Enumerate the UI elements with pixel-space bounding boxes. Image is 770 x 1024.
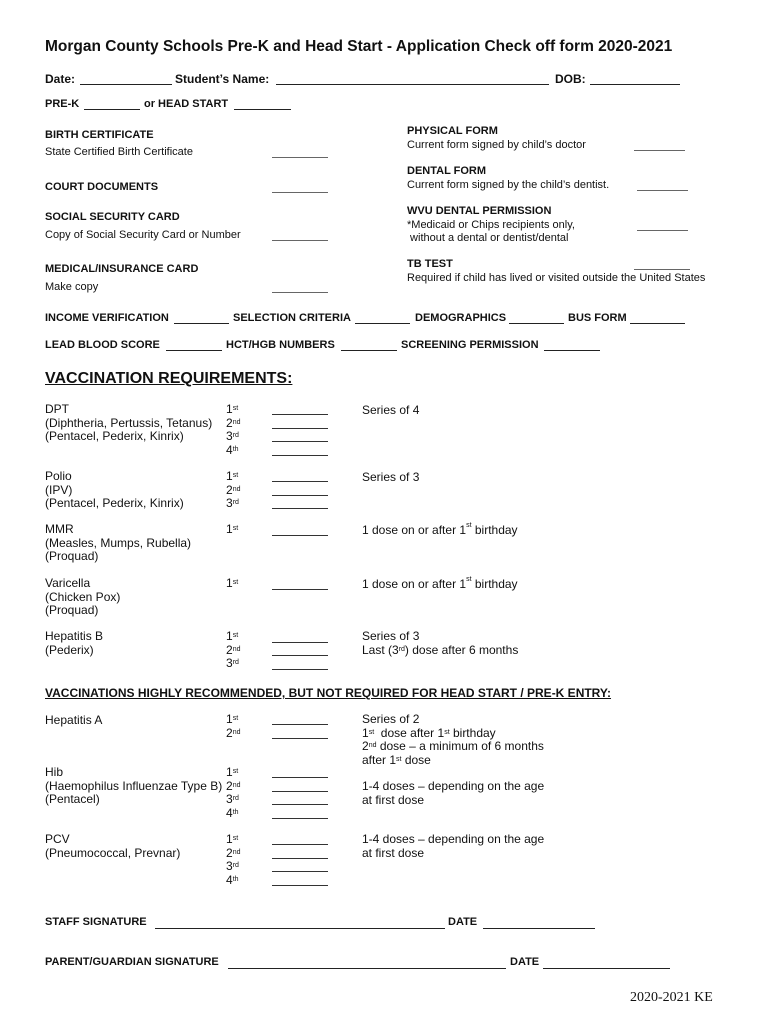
hepb-dose-1-field[interactable] [272, 642, 328, 643]
mmr-dose-1-field[interactable] [272, 535, 328, 536]
screening-permission-label: SCREENING PERMISSION [401, 339, 539, 351]
dpt-dose-3-field[interactable] [272, 441, 328, 442]
polio-dose-labels: 1st 2nd 3rd [226, 469, 241, 510]
hepa-note-1: Series of 2 [362, 712, 420, 726]
hct-hgb-field[interactable] [341, 350, 397, 351]
demographics-field[interactable] [509, 323, 564, 324]
prek-field[interactable] [84, 109, 140, 110]
hepa-name: Hepatitis A [45, 713, 103, 727]
birth-certificate-desc: State Certified Birth Certificate [45, 146, 193, 158]
polio-dose-1-field[interactable] [272, 481, 328, 482]
vaccination-requirements-heading: VACCINATION REQUIREMENTS: [45, 370, 293, 387]
dpt-dose-labels: 1st 2nd 3rd 4th [226, 402, 241, 457]
tb-test-desc: Required if child has lived or visited outside the United States [407, 272, 706, 284]
staff-signature-field[interactable] [155, 928, 445, 929]
pcv-dose-labels: 1st 2nd 3rd 4th [226, 832, 241, 887]
dental-form-desc: Current form signed by the child’s dentist. [407, 179, 610, 191]
hib-note-2: at first dose [362, 792, 425, 807]
hepb-dose-3-field[interactable] [272, 669, 328, 670]
pcv-note-2: at first dose [362, 845, 425, 860]
varicella-dose-labels: 1st [226, 576, 239, 590]
date-field[interactable] [80, 84, 172, 85]
dob-field[interactable] [590, 84, 680, 85]
varicella-dose-1-field[interactable] [272, 589, 328, 590]
income-verification-field[interactable] [174, 323, 229, 324]
staff-signature-label: STAFF SIGNATURE [45, 916, 147, 928]
wvu-dental-title: WVU DENTAL PERMISSION [407, 205, 552, 217]
screening-permission-field[interactable] [544, 350, 600, 351]
hepb-dose-labels: 1st 2nd 3rd [226, 629, 241, 670]
pcv-name: PCV [45, 832, 70, 846]
polio-dose-3-field[interactable] [272, 508, 328, 509]
medical-insurance-desc: Make copy [45, 281, 99, 293]
varicella-name: Varicella [45, 576, 91, 590]
hepb-note-2: Last (3rd) dose after 6 months [362, 642, 519, 657]
wvu-dental-desc-1: *Medicaid or Chips recipients only, [407, 219, 575, 231]
pcv-names [45, 833, 180, 860]
polio-name: Polio [45, 469, 72, 483]
hib-dose-2-field[interactable] [272, 791, 328, 792]
head-start-label: or HEAD START [144, 98, 229, 110]
dpt-dose-1-field[interactable] [272, 414, 328, 415]
physical-form-title: PHYSICAL FORM [407, 125, 498, 137]
demographics-label: DEMOGRAPHICS [415, 312, 507, 324]
hepb-name: Hepatitis B [45, 629, 104, 643]
prek-label: PRE-K [45, 98, 80, 110]
tb-test-title: TB TEST [407, 258, 453, 270]
hepa-dose-2-field[interactable] [272, 738, 328, 739]
lead-blood-score-label: LEAD BLOOD SCORE [45, 339, 160, 351]
hepb-dose-2-field[interactable] [272, 655, 328, 656]
income-verification-label: INCOME VERIFICATION [45, 312, 169, 324]
varicella-note: 1 dose on or after 1st birthday [362, 576, 518, 591]
varicella-full-name: (Chicken Pox) [45, 589, 121, 604]
pcv-full-name: (Pneumococcal, Prevnar) [45, 845, 181, 860]
polio-names [45, 470, 184, 511]
hib-notes [362, 780, 544, 807]
form-title: Morgan County Schools Pre-K and Head Start - Application Check off form 2020-2021 [45, 38, 673, 55]
dental-form-check[interactable] [637, 190, 688, 191]
date-label: Date: [45, 72, 76, 86]
dpt-full-name: (Diphtheria, Pertussis, Tetanus) [45, 415, 213, 430]
mmr-dose-labels: 1st [226, 522, 239, 536]
recommended-vaccinations-heading: VACCINATIONS HIGHLY RECOMMENDED, BUT NOT REQUIRED FOR HEAD START / PRE-K ENTRY: [45, 686, 612, 700]
court-documents-check[interactable] [272, 192, 328, 193]
dpt-names [45, 403, 212, 444]
hepa-note-2: 1st dose after 1st birthday [362, 725, 496, 740]
dpt-dose-2-field[interactable] [272, 428, 328, 429]
tb-test-check[interactable] [634, 269, 690, 270]
hepa-note-4: after 1st dose [362, 752, 431, 767]
wvu-dental-check[interactable] [637, 230, 688, 231]
medical-insurance-title: MEDICAL/INSURANCE CARD [45, 263, 199, 275]
lead-blood-score-field[interactable] [166, 350, 222, 351]
hepb-names [45, 630, 103, 657]
hib-note-1: 1-4 doses – depending on the age [362, 779, 545, 793]
footer-version: 2020-2021 KE [630, 990, 713, 1005]
hib-full-name: (Haemophilus Influenzae Type B) [45, 778, 223, 793]
mmr-full-name: (Measles, Mumps, Rubella) [45, 535, 192, 550]
hib-names [45, 766, 222, 807]
hepa-notes [362, 713, 544, 767]
varicella-brands: (Proquad) [45, 603, 99, 617]
medical-insurance-check[interactable] [272, 292, 328, 293]
pcv-notes [362, 833, 544, 860]
polio-note: Series of 3 [362, 470, 420, 484]
staff-date-label: DATE [448, 916, 478, 928]
mmr-names [45, 523, 191, 564]
polio-full-name: (IPV) [45, 482, 73, 497]
court-documents-title: COURT DOCUMENTS [45, 181, 159, 193]
bus-form-field[interactable] [630, 323, 685, 324]
parent-signature-field[interactable] [228, 968, 506, 969]
selection-criteria-field[interactable] [355, 323, 410, 324]
hib-dose-4-field[interactable] [272, 818, 328, 819]
birth-certificate-title: BIRTH CERTIFICATE [45, 129, 154, 141]
social-security-title: SOCIAL SECURITY CARD [45, 211, 180, 223]
hib-dose-1-field[interactable] [272, 777, 328, 778]
mmr-note: 1 dose on or after 1st birthday [362, 522, 518, 537]
dpt-note: Series of 4 [362, 403, 420, 417]
mmr-brands: (Proquad) [45, 549, 99, 563]
hepb-note-1: Series of 3 [362, 629, 420, 643]
social-security-desc: Copy of Social Security Card or Number [45, 229, 241, 241]
pcv-note-1: 1-4 doses – depending on the age [362, 832, 545, 846]
dpt-dose-4-field[interactable] [272, 455, 328, 456]
polio-dose-2-field[interactable] [272, 495, 328, 496]
pcv-dose-1-field[interactable] [272, 844, 328, 845]
pcv-dose-3-field[interactable] [272, 871, 328, 872]
physical-form-check[interactable] [634, 150, 685, 151]
pcv-dose-4-field[interactable] [272, 885, 328, 886]
hib-name: Hib [45, 765, 64, 779]
hepa-note-3: 2nd dose – a minimum of 6 months [362, 739, 544, 753]
hib-dose-labels: 1st 2nd 3rd 4th [226, 765, 241, 820]
selection-criteria-label: SELECTION CRITERIA [233, 312, 351, 324]
pcv-dose-2-field[interactable] [272, 858, 328, 859]
hepa-dose-labels: 1st 2nd [226, 712, 241, 740]
mmr-name: MMR [45, 522, 74, 536]
hepb-notes [362, 630, 518, 657]
dental-form-title: DENTAL FORM [407, 165, 487, 177]
dpt-name: DPT [45, 402, 69, 416]
parent-date-field[interactable] [543, 968, 670, 969]
wvu-dental-desc-2: without a dental or dentist/dental [407, 232, 569, 244]
physical-form-desc: Current form signed by child’s doctor [407, 139, 586, 151]
varicella-names [45, 577, 120, 618]
bus-form-label: BUS FORM [568, 312, 627, 324]
dob-label: DOB: [555, 72, 586, 86]
parent-date-label: DATE [510, 956, 540, 968]
staff-date-field[interactable] [483, 928, 595, 929]
hib-brands: (Pentacel) [45, 792, 100, 806]
student-name-field[interactable] [276, 84, 549, 85]
birth-certificate-check[interactable] [272, 157, 328, 158]
parent-signature-label: PARENT/GUARDIAN SIGNATURE [45, 956, 219, 968]
social-security-check[interactable] [272, 240, 328, 241]
hib-dose-3-field[interactable] [272, 804, 328, 805]
student-name-label: Student’s Name: [175, 72, 270, 86]
hepa-dose-1-field[interactable] [272, 724, 328, 725]
polio-brands: (Pentacel, Pederix, Kinrix) [45, 496, 184, 510]
hepb-brands: (Pederix) [45, 642, 94, 657]
head-start-field[interactable] [234, 109, 291, 110]
dpt-brands: (Pentacel, Pederix, Kinrix) [45, 429, 184, 443]
hct-hgb-label: HCT/HGB NUMBERS [226, 339, 335, 351]
